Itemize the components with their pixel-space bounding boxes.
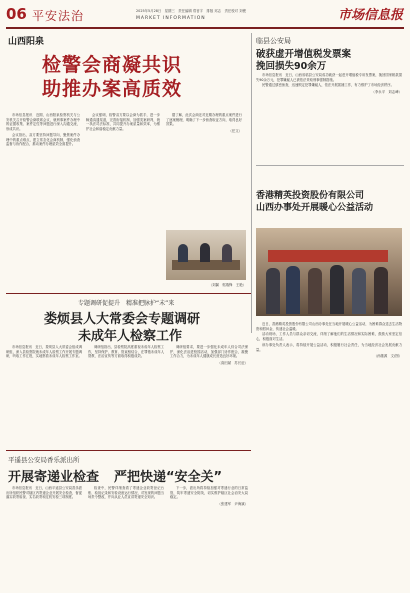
photo-caption: （刘翼 郭瑞锋 王艳） (208, 283, 246, 287)
article-2-byline: （李永平 刘志峰） (371, 90, 402, 95)
article-1-paragraph: 会议强调，检警双方要以会商为抓手，进一步畅通沟通渠道，完善衔接机制，加强类案研判，统一执法司法标准，共同提升办案质量和效率，为维护社会和谐稳定贡献力量。 (86, 113, 160, 132)
article-1-col-1 (6, 113, 80, 225)
article-2-kicker: 临县公安局 (256, 37, 291, 45)
article-1-title-2: 助推办案高质效 (42, 78, 183, 100)
article-1 (6, 33, 246, 228)
article-3-paragraph: 该办事处负责人表示，将持续开展公益活动，积极履行社会责任，为当地经济社会发展贡献力量。 (256, 342, 402, 352)
article-4-paragraph: 调研组指出，县检察院高度重视未成年人检察工作，坚持保护、教育、管束相结合，在罪错未成年人帮教、法治宣传等方面取得积极成效。 (88, 345, 164, 359)
article-1-paragraph: 会议指出，双方要坚持问题导向，聚焦案件办理中的重点难点，建立常态化会商机制，强化侦查监督与协作配合，推动案件办理质效全面提升。 (6, 132, 80, 147)
article-2-body (256, 73, 402, 161)
page-header (6, 4, 404, 26)
article-3-title-1: 香港精英投资股份有限公司 (256, 191, 365, 201)
article-4-col-1 (6, 345, 82, 445)
article-5-kicker: 平遥县公安局香乐派出所 (8, 456, 80, 464)
column-divider (251, 33, 252, 333)
section-divider (256, 165, 404, 166)
article-4-title-2: 未成年人检察工作 (78, 329, 183, 344)
article-3-paragraph: 近日，香港精英投资股份有限公司山西办事处在当地开展暖心公益活动，为困难群众送去生活物资和慰问金，传递社会温暖。 (256, 322, 402, 331)
article-4-paragraph: 调研组要求，要进一步强化未成年人综合司法保护，深化法治进校园活动，加强部门协作配合，凝聚工作合力，为未成年人健康成长营造良好环境。 (170, 345, 248, 359)
article-1-title-1: 检警会商凝共识 (42, 54, 183, 76)
section-name: 平安法治 (32, 9, 85, 23)
photo-person (222, 244, 232, 262)
article-4-paragraph: 市场信息报讯 近日，娄烦县人大常委会组成调研组，深入县检察院就未成年人检察工作开展专题调研，听取工作汇报，实地察看未成年人检察工作室。 (6, 345, 82, 359)
page-number: 06 (6, 5, 27, 23)
article-5-paragraph: 下一步，派出所将持续加强对寄递行业的日常监管，筑牢寄递安全防线，切实维护辖区社会治安大局稳定。 (170, 486, 248, 500)
article-2 (256, 33, 406, 163)
article-5-col-1 (6, 486, 82, 588)
info-line: MARKET INFORMATION (136, 16, 206, 21)
article-2-title-1: 破获虚开增值税发票案 (256, 49, 352, 60)
section-rule (6, 450, 251, 451)
article-1-col-3 (166, 113, 242, 225)
article-5-col-2 (88, 486, 164, 588)
article-4-col-3 (170, 345, 248, 445)
article-3-paragraph: 活动现场，工作人员与群众亲切交流，详细了解他们的生活情况和实际困难，鼓励大家坚定信心，积极面对生活。 (256, 332, 402, 342)
article-4-kicker: 专题调研促提升 精准把脉护“未”来 (78, 300, 175, 307)
article-4-byline: （高田斌 苏长征） (217, 361, 248, 366)
article-2-paragraph: 市场信息报讯 近日，山西省临县公安局成功破获一起虚开增值税专用发票案，挽回国家税款损失90余万元，犯罪嫌疑人已被依法采取刑事强制措施。 (256, 73, 402, 82)
article-1-byline: （任文） (228, 129, 242, 134)
photo-person (286, 266, 300, 314)
meeting-photo (166, 230, 246, 280)
article-5-title-2: 严把快递“安全关” (114, 470, 223, 485)
photo-banner (268, 250, 388, 262)
header-rule (6, 27, 404, 29)
photo-person (352, 268, 366, 314)
section-rule (6, 293, 251, 294)
article-5-col-3 (170, 486, 248, 588)
article-4 (6, 297, 251, 447)
article-3-body (256, 322, 402, 584)
article-5-paragraph: 检查中，民警详细查看了寄递企业收寄登记台账、验视记录和安检设备运行情况，对发现的问题当场责令整改，并向从业人员宣讲寄递安全知识。 (88, 486, 164, 500)
article-5 (6, 454, 251, 590)
article-2-title-2: 挽回损失90余万 (256, 61, 327, 72)
article-3-byline: （孙继源 文/图） (373, 354, 402, 359)
photo-person (374, 267, 388, 314)
article-1-paragraph: 市场信息报讯 近期，山西阳泉检察机关与公安机关召开检警会商联席会议，就刑事案件办理中的证据收集、案件定性等问题进行深入沟通交流，形成共识。 (6, 113, 80, 132)
event-photo (256, 228, 402, 316)
photo-person (178, 244, 188, 262)
article-3-title-2: 山西办事处开展暖心公益活动 (256, 203, 374, 213)
photo-person (308, 268, 322, 314)
article-4-col-2 (88, 345, 164, 445)
article-4-title-1: 娄烦县人大常委会专题调研 (44, 312, 201, 327)
article-1-kicker: 山西阳泉 (8, 37, 45, 47)
photo-person (330, 265, 344, 314)
article-1-col-2 (86, 113, 160, 225)
article-5-paragraph: 市场信息报讯 近日，山西平遥县公安局香乐派出所组织民警对辖区内寄递企业开展安全检查，督促落实收寄验视、实名收寄和过机安检三项制度。 (6, 486, 82, 500)
article-3 (256, 168, 406, 588)
photo-person (200, 243, 210, 262)
article-5-title-1: 开展寄递业检查 (8, 470, 100, 485)
paper-logo: 市场信息报 (338, 8, 404, 23)
date-line: 2025年5月28日 星期三 责任编辑 郑晋宇 排版 邓志 责任校对 刘俊 (136, 9, 246, 13)
article-1-paragraph: 据了解，此次会商还对近期办理的重点案件进行了逐案梳理，明确了下一步侦查取证方向，取得良好效果。 (166, 113, 242, 127)
article-5-byline: （张建军 尹海斌） (217, 502, 248, 507)
photo-person (266, 268, 280, 314)
article-2-paragraph: 民警通过缜密侦查，迅速锁定犯罪嫌疑人，依法开展抓捕工作，有力维护了市场经济秩序。 (262, 83, 394, 88)
